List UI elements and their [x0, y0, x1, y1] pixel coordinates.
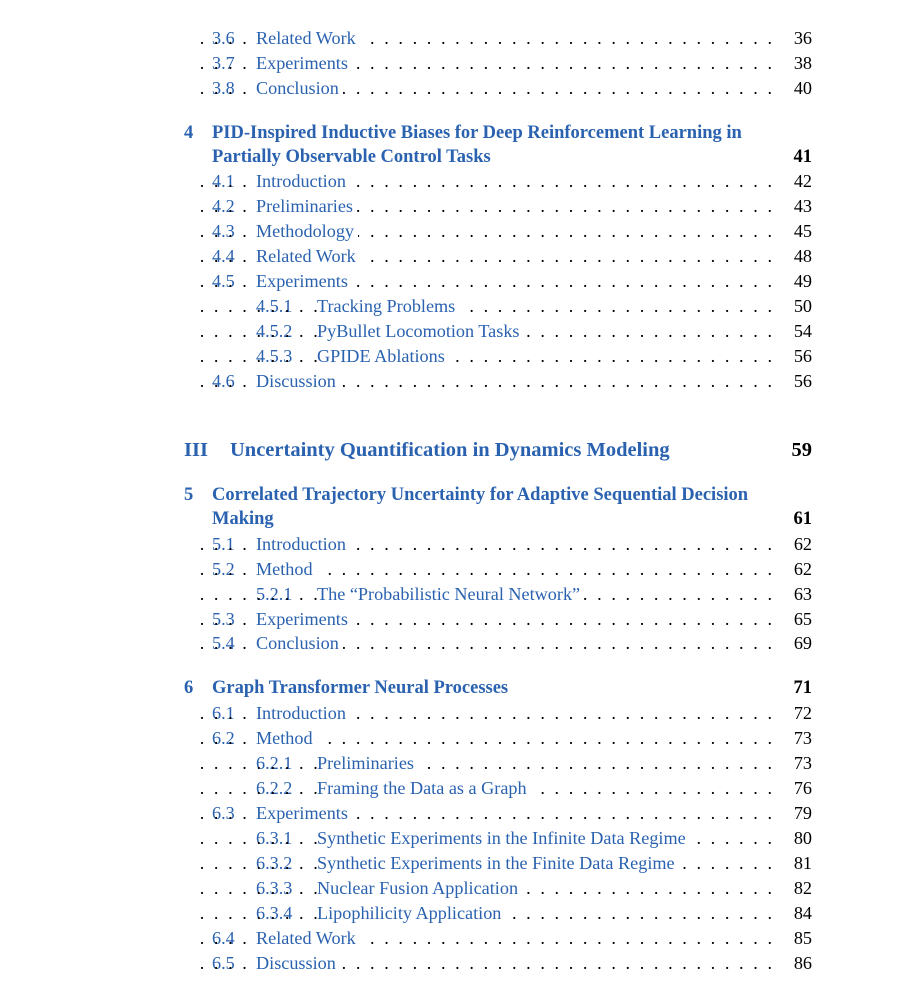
subsection-title[interactable]: Preliminaries — [317, 751, 418, 775]
page-number: 63 — [793, 584, 812, 604]
section-title[interactable]: Methodology — [256, 219, 358, 243]
toc-entry-4-5-2[interactable] — [0, 319, 919, 343]
subsection-title[interactable]: Nuclear Fusion Application — [317, 876, 522, 900]
toc-entry-5-4[interactable] — [0, 631, 919, 655]
page-number: 81 — [793, 853, 812, 873]
toc-entry-4-5[interactable] — [0, 269, 919, 293]
toc-entry-5-1[interactable] — [0, 532, 919, 556]
subsection-number: 6.3.3 — [256, 878, 293, 898]
subsection-number: 6.2.2 — [256, 778, 293, 798]
section-title[interactable]: Experiments — [256, 801, 352, 825]
toc-chapter-4[interactable] — [0, 121, 919, 169]
section-title[interactable]: Experiments — [256, 51, 352, 75]
dot-leader — [200, 751, 772, 775]
page-number: 36 — [793, 28, 812, 48]
subsection-title[interactable]: The “Probabilistic Neural Network” — [317, 582, 584, 606]
subsection-number: 4.5.3 — [256, 346, 293, 366]
subsection-title[interactable]: Synthetic Experiments in the Infinite Data Regime — [317, 826, 690, 850]
section-title[interactable]: Introduction — [256, 532, 350, 556]
toc-entry-6-5[interactable] — [0, 951, 919, 975]
section-number: 4.6 — [212, 371, 235, 391]
page-number: 56 — [793, 346, 812, 366]
toc-chapter-5[interactable] — [0, 483, 919, 531]
chapter-page-number: 71 — [793, 678, 812, 698]
page-number: 54 — [793, 321, 812, 341]
section-title[interactable]: Preliminaries — [256, 194, 357, 218]
subsection-title[interactable]: Lipophilicity Application — [317, 901, 505, 925]
chapter-title-line: Graph Transformer Neural Processes — [212, 678, 509, 698]
page-number: 69 — [793, 633, 812, 653]
subsection-number: 4.5.2 — [256, 321, 293, 341]
toc-part-3[interactable] — [0, 436, 919, 464]
toc-entry-6-3-1[interactable] — [0, 826, 919, 850]
page-number: 76 — [793, 778, 812, 798]
toc-entry-6-3[interactable] — [0, 801, 919, 825]
toc-entry-6-2-2[interactable] — [0, 776, 919, 800]
toc-entry-4-5-1[interactable] — [0, 294, 919, 318]
section-title[interactable]: Discussion — [256, 951, 340, 975]
section-number: 5.4 — [212, 633, 235, 653]
section-number: 4.4 — [212, 246, 235, 266]
page-number: 72 — [793, 703, 812, 723]
section-number: 4.5 — [212, 271, 235, 291]
section-number: 5.3 — [212, 609, 235, 629]
toc-entry-6-3-3[interactable] — [0, 876, 919, 900]
section-title[interactable]: Method — [256, 557, 317, 581]
toc-entry-5-2[interactable] — [0, 557, 919, 581]
section-number: 4.3 — [212, 221, 235, 241]
section-number: 3.8 — [212, 78, 235, 98]
chapter-page-number: 41 — [793, 147, 812, 167]
page-number: 42 — [793, 171, 812, 191]
section-title[interactable]: Introduction — [256, 169, 350, 193]
page-number: 85 — [793, 928, 812, 948]
subsection-title[interactable]: GPIDE Ablations — [317, 344, 449, 368]
section-title[interactable]: Method — [256, 726, 317, 750]
page-number: 49 — [793, 271, 812, 291]
toc-entry-4-3[interactable] — [0, 219, 919, 243]
page-number: 48 — [793, 246, 812, 266]
part-number: III — [184, 439, 208, 461]
subsection-number: 6.3.2 — [256, 853, 293, 873]
section-number: 4.1 — [212, 171, 235, 191]
subsection-number: 6.2.1 — [256, 753, 293, 773]
toc-entry-4-6[interactable] — [0, 369, 919, 393]
toc-entry-6-2-1[interactable] — [0, 751, 919, 775]
page-number: 82 — [793, 878, 812, 898]
page-number: 73 — [793, 728, 812, 748]
chapter-title-line: Correlated Trajectory Uncertainty for Adaptive Sequential Decision — [212, 485, 749, 505]
subsection-number: 5.2.1 — [256, 584, 293, 604]
section-number: 5.2 — [212, 559, 235, 579]
subsection-title[interactable]: Tracking Problems — [317, 294, 459, 318]
section-title[interactable]: Related Work — [256, 244, 360, 268]
section-title[interactable]: Introduction — [256, 701, 350, 725]
chapter-page-number: 61 — [793, 509, 812, 529]
section-number: 3.6 — [212, 28, 235, 48]
chapter-title-line: Partially Observable Control Tasks — [212, 147, 491, 167]
toc-chapter-6[interactable] — [0, 676, 919, 700]
toc-entry-3-6[interactable] — [0, 26, 919, 50]
section-number: 6.5 — [212, 953, 235, 973]
chapter-number: 5 — [184, 485, 194, 505]
chapter-title-line: Making — [212, 509, 274, 529]
toc-entry-3-8[interactable] — [0, 76, 919, 100]
dot-leader — [200, 294, 772, 318]
page-number: 40 — [793, 78, 812, 98]
subsection-title[interactable]: PyBullet Locomotion Tasks — [317, 319, 524, 343]
page-number: 45 — [793, 221, 812, 241]
chapter-number: 4 — [184, 123, 194, 143]
page-number: 50 — [793, 296, 812, 316]
page-number: 80 — [793, 828, 812, 848]
toc-entry-6-3-4[interactable] — [0, 901, 919, 925]
section-number: 4.2 — [212, 196, 235, 216]
toc-entry-6-1[interactable] — [0, 701, 919, 725]
toc-entry-4-2[interactable] — [0, 194, 919, 218]
chapter-title[interactable] — [212, 483, 792, 531]
toc-entry-3-7[interactable] — [0, 51, 919, 75]
section-number: 3.7 — [212, 53, 235, 73]
toc-entry-6-4[interactable] — [0, 926, 919, 950]
section-title[interactable]: Related Work — [256, 26, 360, 50]
subsection-number: 4.5.1 — [256, 296, 293, 316]
page-number: 86 — [793, 953, 812, 973]
subsection-number: 6.3.1 — [256, 828, 293, 848]
subsection-title[interactable]: Synthetic Experiments in the Finite Data Regime — [317, 851, 679, 875]
page-number: 79 — [793, 803, 812, 823]
chapter-number: 6 — [184, 678, 194, 698]
section-number: 6.2 — [212, 728, 235, 748]
page-number: 43 — [793, 196, 812, 216]
section-title[interactable]: Conclusion — [256, 76, 343, 100]
page-number: 38 — [793, 53, 812, 73]
page-number: 62 — [793, 559, 812, 579]
section-title[interactable]: Related Work — [256, 926, 360, 950]
section-title[interactable]: Experiments — [256, 269, 352, 293]
page-number: 56 — [793, 371, 812, 391]
page-number: 73 — [793, 753, 812, 773]
chapter-title[interactable] — [212, 676, 792, 700]
page-number: 65 — [793, 609, 812, 629]
section-number: 6.4 — [212, 928, 235, 948]
toc-entry-4-4[interactable] — [0, 244, 919, 268]
subsection-number: 6.3.4 — [256, 903, 293, 923]
chapter-title[interactable] — [212, 121, 792, 169]
chapter-title-line: PID-Inspired Inductive Biases for Deep Reinforcement Learning in — [212, 123, 742, 143]
toc-entry-5-3[interactable] — [0, 607, 919, 631]
toc-entry-6-2[interactable] — [0, 726, 919, 750]
part-title[interactable]: Uncertainty Quantification in Dynamics Modeling — [230, 439, 670, 461]
toc-entry-5-2-1[interactable] — [0, 582, 919, 606]
section-number: 6.3 — [212, 803, 235, 823]
dot-leader — [200, 344, 772, 368]
subsection-title[interactable]: Framing the Data as a Graph — [317, 776, 531, 800]
section-title[interactable]: Experiments — [256, 607, 352, 631]
page-number: 62 — [793, 534, 812, 554]
toc-entry-4-5-3[interactable] — [0, 344, 919, 368]
toc-entry-6-3-2[interactable] — [0, 851, 919, 875]
part-page-number: 59 — [791, 439, 812, 461]
section-number: 6.1 — [212, 703, 235, 723]
section-title[interactable]: Conclusion — [256, 631, 343, 655]
page-number: 84 — [793, 903, 812, 923]
section-number: 5.1 — [212, 534, 235, 554]
toc-entry-4-1[interactable] — [0, 169, 919, 193]
section-title[interactable]: Discussion — [256, 369, 340, 393]
